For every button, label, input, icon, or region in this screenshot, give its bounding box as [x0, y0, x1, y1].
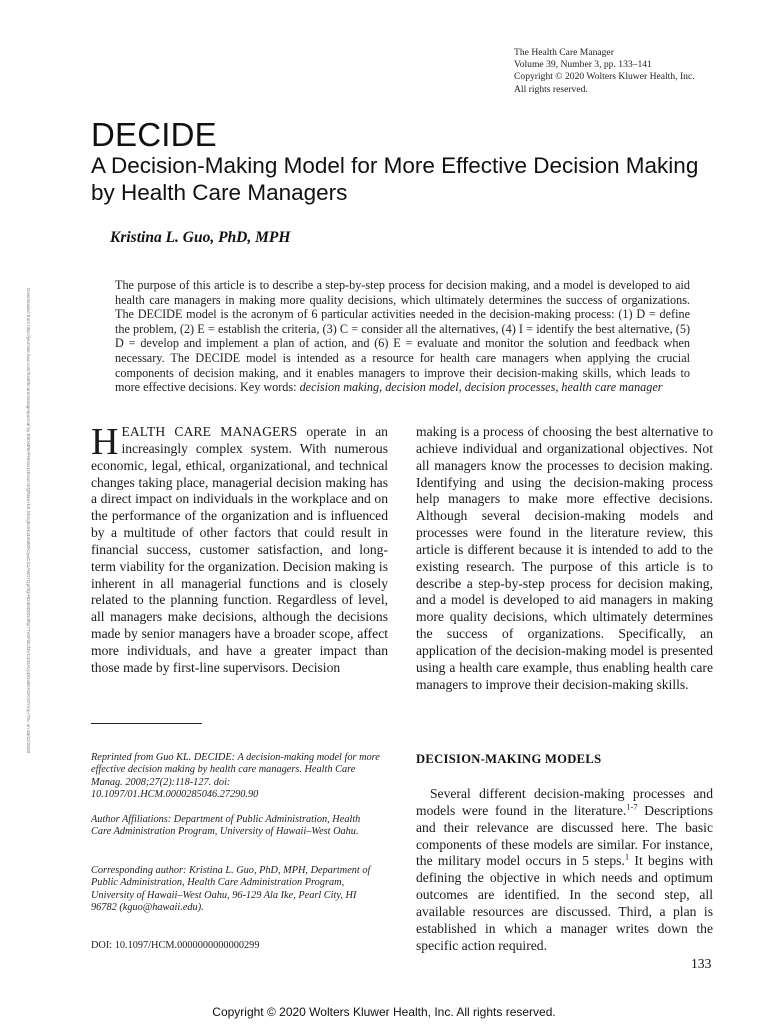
- left-column-text: operate in an increasingly complex system. With numerous economic, legal, ethical, organizational, and technical changes taking place, managerial decision making has a direct impact on individuals in the workplace and on the performance of the organization and is influenced by a multitude of other factors that could result in financial success, customer satisfaction, and long-term viability for the organization. Decision making is inherent in all managerial functions and is closely related to the planning function. Regardless of level, all managers make decisions, although the decisions made by senior managers have a broader scope, affect more individuals, and have a greater impact than those made by first-line supervisors. Decision: [91, 424, 388, 675]
- watermark-text: Downloaded from http://journals.lww.com/healthcaremanagerjournal by BhDMf5ePHKav1zEoum1tQfN4a+kJLhEZgbsIHo4XMi0hCywCX1AWnYQp/IlQrHD3i3D0OdRyi7TvSFl4Cf3VC4/OAVpDDa8KKGKV0Ymy+78= on 03/22/2020: [26, 288, 31, 754]
- section-text-1: Several different decision-making processes and models were found in the literature.: [416, 786, 713, 818]
- abstract-keywords: decision making, decision model, decision processes, health care manager: [299, 380, 663, 395]
- article-author: Kristina L. Guo, PhD, MPH: [110, 229, 291, 246]
- section-heading: DECISION-MAKING MODELS: [416, 752, 602, 766]
- drop-cap: H: [91, 421, 119, 463]
- journal-name: The Health Care Manager: [514, 47, 614, 58]
- lead-caps: EALTH CARE MANAGERS: [121, 424, 298, 439]
- page-number: 133: [691, 956, 712, 971]
- doi: DOI: 10.1097/HCM.0000000000000299: [91, 940, 260, 951]
- journal-volume: Volume 39, Number 3, pp. 133–141: [514, 59, 652, 71]
- reprint-note: Reprinted from Guo KL. DECIDE: A decision-making model for more effective decision making by health care managers. Health Care Manag. 2008;27(2):118-127. doi: 10.1097/01.HCM.0000285046.27290.90: [91, 752, 380, 801]
- citation-2: 1: [624, 851, 630, 862]
- affiliations-note: Author Affiliations: Department of Public Administration, Health Care Administration Program, University of Hawaii–West Oahu.: [91, 814, 361, 838]
- journal-info: [514, 47, 754, 96]
- article-title: DECIDE: [91, 116, 217, 153]
- abstract-text: The purpose of this article is to describe a step-by-step process for decision making, and a model is developed to aid health care managers in making more quality decisions, which ultimately determines the success of organizations. The DECIDE model is the acronym of 6 particular activities needed in the decision-making process: (1) D = define the problem, (2) E = establish the criteria, (3) C = consider all the alternatives, (4) I = identify the best alternative, (5) D = develop and implement a plan of action, and (6) E = evaluate and monitor the solution and feedback when necessary. The DECIDE model is intended as a resource for health care managers when applying the crucial components of decision making, and it enables managers to improve their decision-making skills, which leads to more effective decisions. Key words:: [115, 278, 690, 395]
- journal-copyright: Copyright © 2020 Wolters Kluwer Health, Inc.: [514, 71, 695, 83]
- article-subtitle: A Decision-Making Model for More Effective Decision Making by Health Care Managers: [91, 153, 699, 205]
- journal-rights: All rights reserved.: [514, 83, 588, 95]
- abstract: [115, 278, 690, 395]
- section-body: [416, 786, 713, 954]
- citation-1: 1-7: [626, 801, 638, 812]
- copyright-footer: Copyright © 2020 Wolters Kluwer Health, Inc. All rights reserved.: [212, 1005, 556, 1019]
- section-paragraph: [416, 786, 713, 954]
- footnote-divider: [91, 723, 202, 724]
- right-column-text: making is a process of choosing the best alternative to achieve individual and organizational objectives. Not all managers know the processes to decision making. Identifying and using the decision-making process help managers to make more effective decisions. Although several decision-making models and processes were found in the literature review, this article is different because it is intended to add to the existing research. The purpose of this article is to describe a step-by-step process for decision making, and a model is developed to aid managers in making more quality decisions, which ultimately determines the success of organizations. Specifically, an application of the decision-making model is presented using a health care example, thus enabling health care managers to improve their decision-making skills.: [416, 424, 713, 692]
- section-text-3: It begins with defining the objective in which needs and optimum outcomes are identified. In the second step, all available resources are discussed. Third, a plan is established in which a manager writes down the specific action required.: [416, 853, 713, 953]
- section-text-2: Descriptions and their relevance are discussed here. The basic components of these models are similar. For instance, the military model occurs in 5 steps.: [416, 802, 713, 869]
- download-watermark: [26, 288, 39, 754]
- corresponding-note: Corresponding author: Kristina L. Guo, PhD, MPH, Department of Public Administration, Health Care Administration Program, University of Hawaii–West Oahu, 96-129 Ala Ike, Pearl City, HI 96782 (kguo@hawaii.edu).: [91, 865, 371, 914]
- body-right-column: [416, 424, 713, 694]
- body-left-column: [91, 421, 388, 677]
